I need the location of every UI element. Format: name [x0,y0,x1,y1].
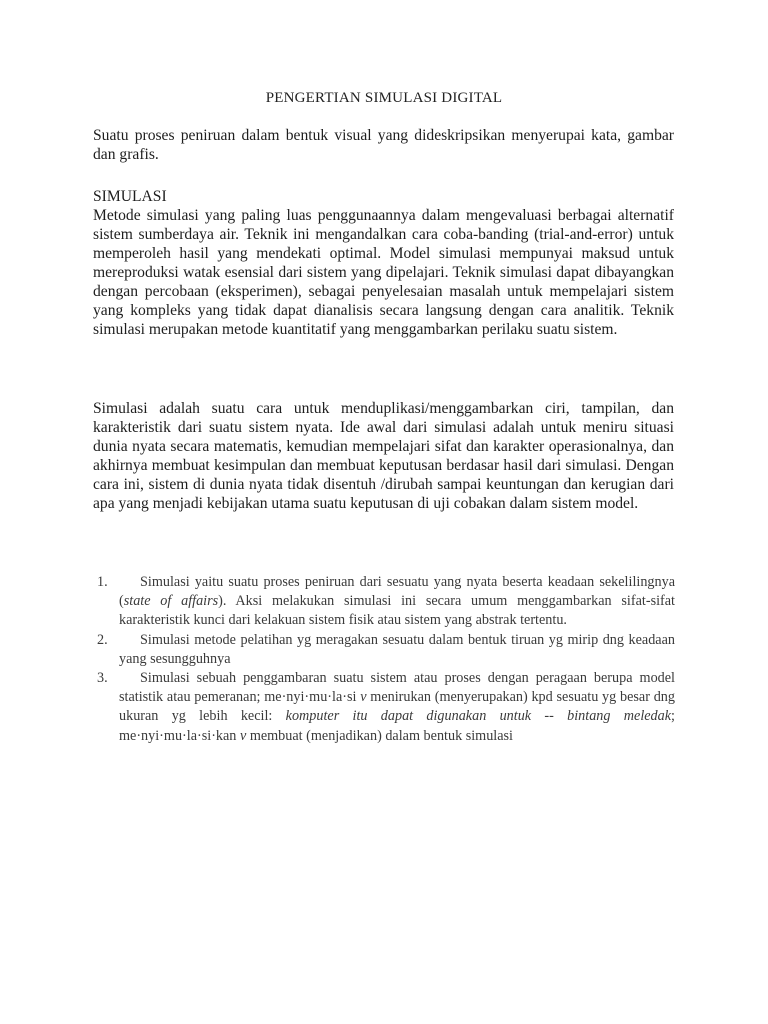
list-item-number: 2. [97,631,108,648]
list-text-segment: membuat (menjadikan) dalam bentuk simulasi [246,727,514,744]
simulasi-paragraph-1: Metode simulasi yang paling luas penggunaannya dalam mengevaluasi berbagai alternatif sistem sumberdaya air. Teknik ini mengandalkan cara coba-banding (trial-and-error) untuk memperoleh hasil yang mendekati optimal. Model simulasi mempunyai maksud untuk mereproduksi watak esensial dari sistem yang dipelajari. Teknik simulasi dapat dibayangkan dengan percobaan (eksperimen), sebagai penyelesaian masalah untuk mempelajari sistem yang kompleks yang tidak dapat dianalisis secara langsung dengan cara analitik. Teknik simulasi merupakan metode kuantitatif yang menggambarkan perilaku suatu sistem. [93,207,674,338]
section-heading: SIMULASI [93,188,167,205]
list-item-number: 1. [97,574,108,590]
list-text-segment: ). Aksi melakukan simulasi ini secara umum menggambarkan sifat-sifat karakteristik kunci dari kelakuan sistem fisik atau sistem yang abstrak tertentu. [119,593,675,629]
simulasi-paragraph-2: Simulasi adalah suatu cara untuk menduplikasi/menggambarkan ciri, tampilan, dan karakteristik dari suatu sistem nyata. Ide awal dari simulasi adalah untuk meniru situasi dunia nyata secara matematis, kemudian mempelajari sifat dan karakter operasionalnya, dan akhirnya membuat kesimpulan dan membuat keputusan berdasar hasil dari simulasi. Dengan cara ini, sistem di dunia nyata tidak disentuh /dirubah sampai keuntungan dan kerugian dari apa yang menjadi kebijakan utama suatu keputusan di uji cobakan dalam sistem model. [93,400,674,512]
list-text-italic: komputer itu dapat digunakan untuk -- bintang meledak [285,708,672,725]
page-title: PENGERTIAN SIMULASI DIGITAL [265,90,503,106]
list-item-number: 3. [97,670,108,687]
list-text-segment: menirukan (menyerupakan) kpd sesuatu yg besar dng ukuran yg lebih kecil: [119,689,675,725]
list-text-italic: state of affairs [123,593,219,610]
list-item [97,573,675,631]
list-text-segment: Simulasi sebuah penggambaran suatu sistem atau proses dengan peragaan berupa model statistik atau pemeranan; me·nyi·mu·la·si [119,670,675,706]
list-item [97,631,675,669]
intro-paragraph: Suatu proses peniruan dalam bentuk visual yang dideskripsikan menyerupai kata, gambar dan grafis. [93,127,674,163]
list-item-text [119,573,675,631]
list-text-segment: Simulasi metode pelatihan yg meragakan sesuatu dalam bentuk tiruan yg mirip dng keadaan yang sesungguhnya [119,631,675,667]
list-item-text [119,631,675,669]
list-text-italic: v [239,727,247,744]
list-item-text [119,669,675,746]
list-item [97,669,675,746]
list-text-segment: Simulasi yaitu suatu proses peniruan dari sesuatu yang nyata beserta keadaan sekelilingnya ( [119,574,675,610]
list-text-segment: ; me·nyi·mu·la·si·kan [119,708,675,744]
list-text-italic: v [360,689,367,706]
definition-list [97,573,675,746]
